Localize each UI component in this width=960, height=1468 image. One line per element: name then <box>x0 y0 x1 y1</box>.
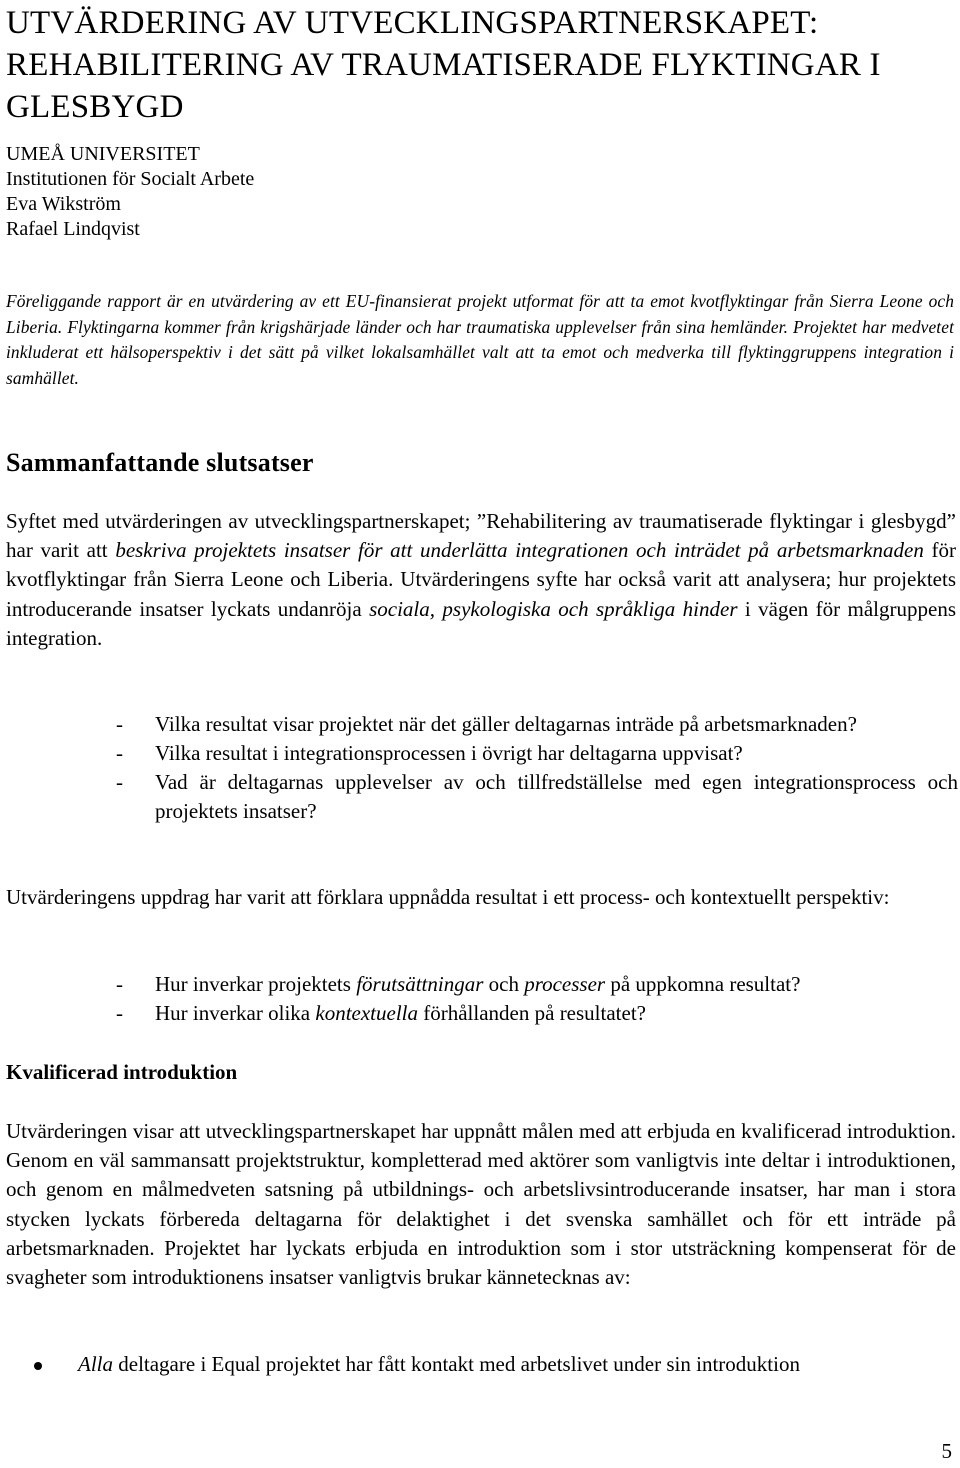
list-item-text: Vilka resultat visar projektet när det gäller deltagarnas inträde på arbetsmarknaden? <box>155 712 857 736</box>
paragraph: Utvärderingen visar att utvecklingspartnerskapet har uppnått målen med att erbjuda en kvalificerad introduktion. Genom en väl sammansatt projektstruktur, kompletterad med aktörer som vanligtvis inte deltar i introduktionen, och genom en målmedveten satsning på utbildnings- och arbetslivsintroducerande insatser, har man i stora stycken lyckats förbereda deltagarna för delaktighet i det svenska samhället och för ett inträde på arbetsmarknaden. Projektet har lyckats erbjuda en introduktion som i stor utsträckning kompenserat för de svagheter som introduktionens insatser vanligtvis brukar kännetecknas av: <box>6 1119 956 1290</box>
text-run: Hur inverkar olika <box>155 1001 316 1025</box>
italic-run: Alla <box>78 1352 113 1376</box>
italic-run: kontextuella <box>315 1001 418 1025</box>
dash-marker: - <box>116 770 123 794</box>
author-name: Rafael Lindqvist <box>6 218 140 240</box>
list-item-text: Vilka resultat i integrationsprocessen i övrigt har deltagarna uppvisat? <box>155 741 743 765</box>
dash-marker: - <box>116 1001 123 1025</box>
author-block <box>6 142 254 242</box>
list-item <box>116 768 958 826</box>
document-title: UTVÄRDERING AV UTVECKLINGSPARTNERSKAPET: REHABILITERING AV TRAUMATISERADE FLYKTINGAR I GLESBYGD <box>6 5 881 125</box>
department-name: Institutionen för Socialt Arbete <box>6 168 255 190</box>
text-run: för kvotflyktingar från Sierra Leone och Liberia. Utvärderingens syfte har också varit att analysera; hur projektets introducerande insatser lyckats undanröja <box>6 538 956 621</box>
text-run: i vägen för målgruppens integration. <box>6 596 956 650</box>
university-name: UMEÅ UNIVERSITET <box>6 143 200 165</box>
section-heading: Sammanfattande slutsatser <box>6 448 314 477</box>
list-item-text: Vad är deltagarnas upplevelser av och tillfredställelse med egen integrationsprocess och projektets insatser? <box>155 770 958 823</box>
list-item <box>116 970 958 999</box>
italic-run: förutsättningar <box>356 972 484 996</box>
text-run: på uppkomna resultat? <box>605 972 801 996</box>
italic-run: sociala, psykologiska och språkliga hinder <box>369 596 738 621</box>
italic-run: beskriva projektets insatser för att underlätta integrationen och inträdet på arbetsmarknaden <box>115 538 924 563</box>
text-run: Hur inverkar projektets <box>155 972 357 996</box>
section-heading: Kvalificerad introduktion <box>6 1060 238 1084</box>
list-item <box>34 1350 954 1379</box>
bullet-marker <box>34 1362 42 1370</box>
paragraph: Utvärderingens uppdrag har varit att förklara uppnådda resultat i ett process- och kontextuellt perspektiv: <box>6 885 890 909</box>
bullet-list <box>34 1350 954 1379</box>
abstract: Föreliggande rapport är en utvärdering av ett EU-finansierat projekt utformat för att ta emot kvotflyktingar från Sierra Leone och Liberia. Flyktingarna kommer från krigshärjade länder och har traumatiska upplevelser från sina hemländer. Projektet har medvetet inkluderat ett hälsoperspektiv i det sätt på vilket lokalsamhället valt att ta emot och medverka till flyktinggruppens integration i samhället. <box>6 291 954 388</box>
paragraph <box>6 507 956 653</box>
list-item <box>116 999 958 1028</box>
italic-run: processer <box>524 972 606 996</box>
text-run: deltagare i Equal projektet har fått kontakt med arbetslivet under sin introduktion <box>113 1352 800 1376</box>
text-run: Syftet med utvärderingen av utvecklingspartnerskapet; ”Rehabilitering av traumatiserade flyktingar i glesbygd” har varit att <box>6 509 956 563</box>
dash-marker: - <box>116 972 123 996</box>
text-run: och <box>483 972 525 996</box>
list-item <box>116 710 958 739</box>
dash-marker: - <box>116 712 123 736</box>
author-name: Eva Wikström <box>6 193 121 215</box>
page-number: 5 <box>941 1439 952 1463</box>
question-list <box>116 710 958 826</box>
list-item <box>116 739 958 768</box>
perspective-list <box>116 970 958 1028</box>
dash-marker: - <box>116 741 123 765</box>
text-run: förhållanden på resultatet? <box>418 1001 646 1025</box>
